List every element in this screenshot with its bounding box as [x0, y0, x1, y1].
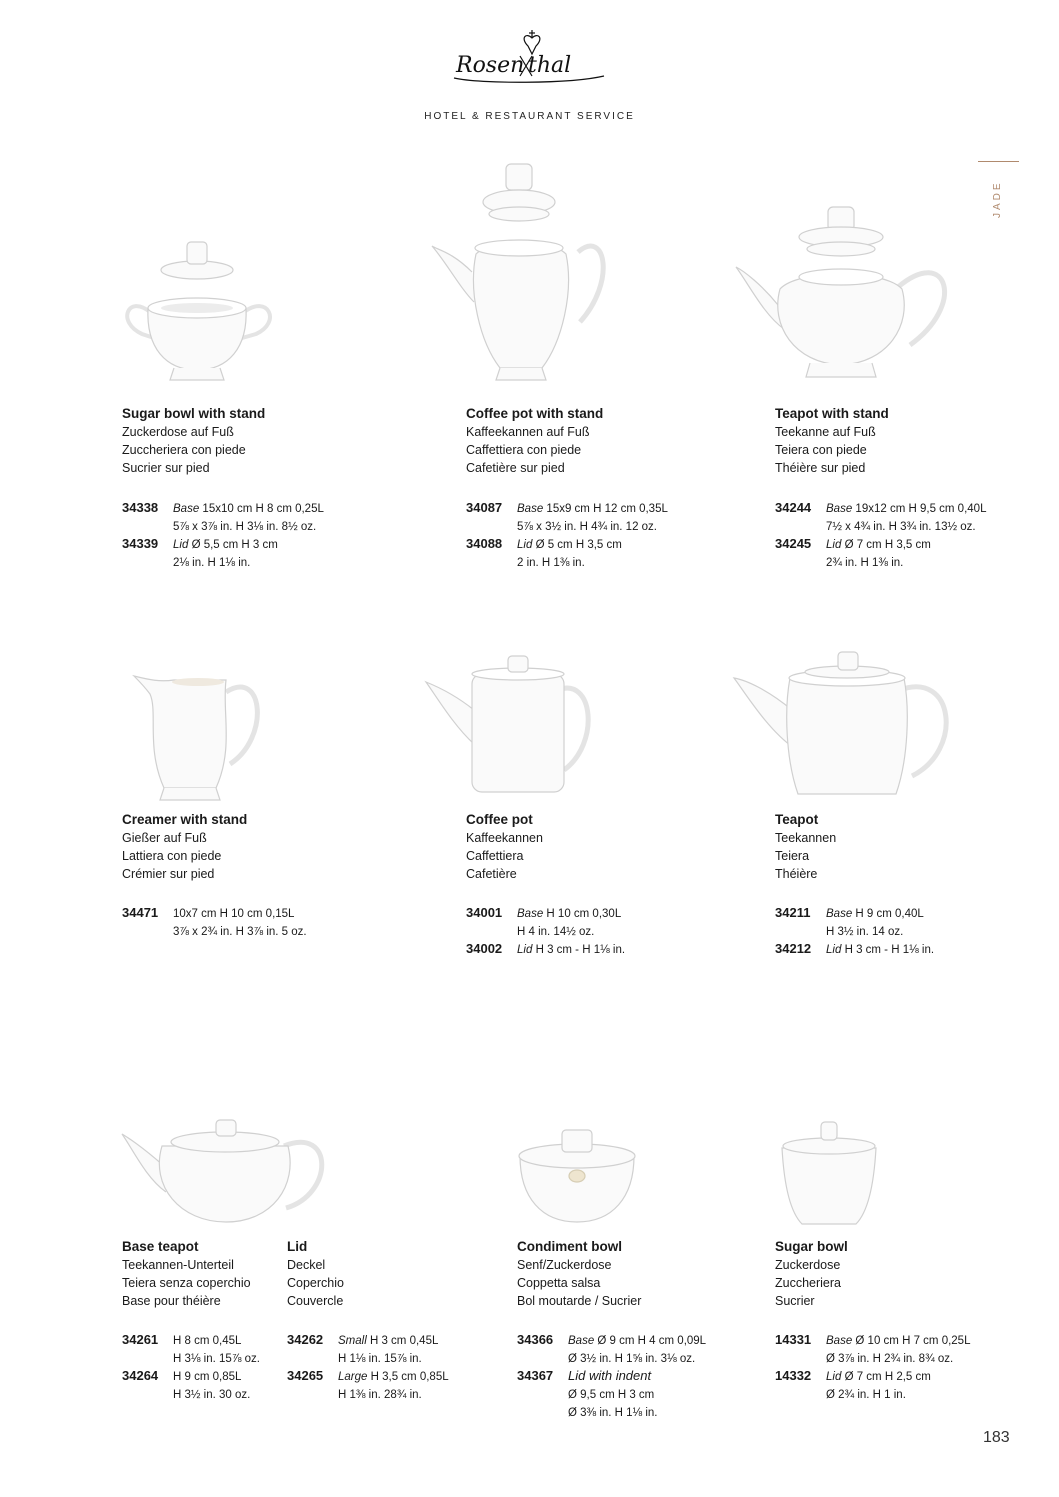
- product-title: Coffee pot: [466, 812, 533, 827]
- spec-imperial: H 1⅜ in. 28¾ in.: [338, 1389, 422, 1401]
- spec-imperial: H 4 in. 14½ oz.: [517, 926, 595, 938]
- spec-label: Lid: [173, 539, 189, 551]
- spec-34211: [775, 904, 924, 941]
- article-code: 14331: [775, 1332, 812, 1347]
- article-code: 34001: [466, 905, 503, 920]
- spec-label: Base: [826, 1335, 853, 1347]
- article-code: 34367: [517, 1368, 554, 1383]
- spec-metric: H 3 cm 0,45L: [369, 1335, 439, 1347]
- spec-34244: [775, 499, 986, 536]
- name-it: Coppetta salsa: [517, 1276, 601, 1290]
- article-code: 34088: [466, 536, 503, 551]
- spec-metric: H 9 cm 0,40L: [855, 908, 924, 920]
- name-de: Senf/Zuckerdose: [517, 1258, 612, 1272]
- name-fr: Sucrier: [775, 1294, 815, 1308]
- creamer-with-stand-image: [130, 668, 266, 804]
- name-de: Teekannen: [775, 831, 837, 845]
- sugar-bowl-with-stand-image: [118, 238, 284, 386]
- product-title: Teapot with stand: [775, 406, 889, 421]
- name-fr: Couvercle: [287, 1294, 344, 1308]
- spec-34338: [122, 499, 324, 536]
- article-code: 34366: [517, 1332, 554, 1347]
- spec-34212: [775, 940, 934, 959]
- spec-metric: H 3 cm - H 1⅛ in.: [535, 944, 626, 956]
- spec-metric: H 10 cm 0,30L: [546, 908, 622, 920]
- spec-label: Lid with indent: [568, 1368, 652, 1383]
- spec-34088: [466, 535, 622, 572]
- spec-metric: H 3,5 cm 0,85L: [370, 1371, 449, 1383]
- product-title: Condiment bowl: [517, 1239, 622, 1254]
- spec-label: Base: [568, 1335, 595, 1347]
- spec-imperial: 2 in. H 1⅜ in.: [517, 557, 585, 569]
- article-code: 34211: [775, 905, 811, 920]
- article-code: 14332: [775, 1368, 812, 1383]
- article-code: 34002: [466, 941, 503, 956]
- product-base-teapot: [122, 1238, 251, 1310]
- product-title: Base teapot: [122, 1239, 199, 1254]
- spec-metric: 19x12 cm H 9,5 cm 0,40L: [855, 503, 987, 515]
- name-it: Coperchio: [287, 1276, 344, 1290]
- spec-label: Lid: [826, 1371, 842, 1383]
- spec-14331: [775, 1331, 970, 1368]
- article-code: 34261: [122, 1332, 159, 1347]
- article-code: 34338: [122, 500, 159, 515]
- spec-34367: [517, 1367, 658, 1422]
- spec-metric: Ø 7 cm H 2,5 cm: [844, 1371, 931, 1383]
- name-fr: Cafetière sur pied: [466, 461, 565, 475]
- spec-label: Lid: [517, 944, 533, 956]
- spec-imperial: 3⅞ x 2¾ in. H 3⅞ in. 5 oz.: [173, 926, 307, 938]
- sugar-bowl-image: [776, 1120, 884, 1226]
- spec-34002: [466, 940, 625, 959]
- product-title: Sugar bowl with stand: [122, 406, 266, 421]
- name-de: Zuckerdose: [775, 1258, 841, 1272]
- product-title: Creamer with stand: [122, 812, 248, 827]
- spec-metric: Ø 5,5 cm H 3 cm: [191, 539, 278, 551]
- name-fr: Cafetière: [466, 867, 517, 881]
- name-it: Teiera senza coperchio: [122, 1276, 251, 1290]
- spec-imperial: Ø 3⅞ in. H 2¾ in. 8¾ oz.: [826, 1353, 954, 1365]
- spec-imperial: Ø 2¾ in. H 1 in.: [826, 1389, 906, 1401]
- article-code: 34262: [287, 1332, 324, 1347]
- article-code: 34087: [466, 500, 503, 515]
- name-de: Kaffeekannen: [466, 831, 543, 845]
- spec-imperial: 2⅛ in. H 1⅛ in.: [173, 557, 251, 569]
- spec-label: Small: [338, 1335, 367, 1347]
- svg-text:thal: thal: [528, 53, 572, 78]
- product-coffee-pot: [466, 811, 543, 883]
- spec-14332: [775, 1367, 931, 1404]
- product-sugar-bowl: [775, 1238, 848, 1310]
- spec-imperial: 7½ x 4¾ in. H 3¾ in. 13½ oz.: [826, 521, 976, 533]
- spec-label: Large: [338, 1371, 368, 1383]
- spec-metric: Ø 10 cm H 7 cm 0,25L: [855, 1335, 971, 1347]
- spec-metric: Ø 7 cm H 3,5 cm: [844, 539, 931, 551]
- spec-34471: [122, 904, 307, 941]
- product-teapot-with-stand: [775, 405, 889, 477]
- product-teapot: [775, 811, 836, 883]
- product-condiment-bowl: [517, 1238, 641, 1310]
- spec-label: Base: [826, 503, 853, 515]
- spec-34265: [287, 1367, 449, 1404]
- product-creamer-with-stand: [122, 811, 247, 883]
- spec-metric: H 3 cm - H 1⅛ in.: [844, 944, 935, 956]
- spec-metric: H 8 cm 0,45L: [173, 1335, 242, 1347]
- name-de: Zuckerdose auf Fuß: [122, 425, 234, 439]
- base-teapot-image: [120, 1116, 330, 1226]
- product-title: Teapot: [775, 812, 819, 827]
- article-code: 34212: [775, 941, 812, 956]
- spec-metric: H 9 cm 0,85L: [173, 1371, 242, 1383]
- spec-imperial: H 1⅛ in. 15⅞ in.: [338, 1353, 422, 1365]
- article-code: 34265: [287, 1368, 324, 1383]
- name-de: Deckel: [287, 1258, 326, 1272]
- name-fr: Théière sur pied: [775, 461, 866, 475]
- spec-imperial: H 3½ in. 14 oz.: [826, 926, 904, 938]
- name-it: Zuccheriera: [775, 1276, 841, 1290]
- product-title: Sugar bowl: [775, 1239, 848, 1254]
- product-title: Lid: [287, 1239, 308, 1254]
- name-it: Lattiera con piede: [122, 849, 222, 863]
- name-de: Gießer auf Fuß: [122, 831, 207, 845]
- article-code: 34244: [775, 500, 812, 515]
- spec-34366: [517, 1331, 706, 1368]
- teapot-with-stand-image: [734, 205, 958, 385]
- teapot-image: [732, 650, 960, 798]
- name-it: Teiera con piede: [775, 443, 867, 457]
- condiment-bowl-image: [514, 1126, 640, 1226]
- name-de: Teekanne auf Fuß: [775, 425, 876, 439]
- article-code: 34339: [122, 536, 159, 551]
- brand-subtitle: HOTEL & RESTAURANT SERVICE: [424, 111, 635, 122]
- name-it: Teiera: [775, 849, 810, 863]
- spec-metric: Ø 5 cm H 3,5 cm: [535, 539, 622, 551]
- spec-metric: Ø 9 cm H 4 cm 0,09L: [597, 1335, 707, 1347]
- spec-label: Lid: [826, 944, 842, 956]
- spec-imperial: 5⅞ x 3½ in. H 4¾ in. 12 oz.: [517, 521, 657, 533]
- spec-34261: [122, 1331, 260, 1368]
- spec-label: Base: [517, 503, 544, 515]
- spec-imperial: Ø 3½ in. H 1⅝ in. 3⅛ oz.: [568, 1353, 696, 1365]
- name-fr: Sucrier sur pied: [122, 461, 210, 475]
- spec-imperial: H 3½ in. 30 oz.: [173, 1389, 251, 1401]
- name-fr: Théière: [775, 867, 818, 881]
- name-de: Teekannen-Unterteil: [122, 1258, 234, 1272]
- page-number: 183: [983, 1429, 1010, 1446]
- spec-34001: [466, 904, 621, 941]
- spec-34339: [122, 535, 278, 572]
- spec-34264: [122, 1367, 250, 1404]
- name-de: Kaffeekannen auf Fuß: [466, 425, 590, 439]
- coffee-pot-image: [424, 654, 610, 798]
- collection-side-tab: JADE: [992, 180, 1003, 218]
- product-coffee-pot-with-stand: [466, 405, 603, 477]
- rosenthal-logo: [440, 28, 620, 92]
- spec-label: Base: [173, 503, 200, 515]
- spec-imperial: 5⅞ x 3⅞ in. H 3⅛ in. 8½ oz.: [173, 521, 317, 533]
- spec-34245: [775, 535, 931, 572]
- spec-34262: [287, 1331, 438, 1368]
- name-it: Caffettiera con piede: [466, 443, 582, 457]
- spec-label: Base: [517, 908, 544, 920]
- name-it: Caffettiera: [466, 849, 524, 863]
- svg-text:Rosen: Rosen: [456, 53, 525, 78]
- product-sugar-bowl-with-stand: [122, 405, 265, 477]
- spec-metric: 15x10 cm H 8 cm 0,25L: [202, 503, 324, 515]
- side-tab-rule: [978, 161, 1019, 162]
- name-it: Zuccheriera con piede: [122, 443, 246, 457]
- name-fr: Crémier sur pied: [122, 867, 215, 881]
- article-code: 34245: [775, 536, 812, 551]
- name-fr: Bol moutarde / Sucrier: [517, 1294, 642, 1308]
- spec-label: Lid: [517, 539, 533, 551]
- spec-label: Base: [826, 908, 853, 920]
- spec-label: Lid: [826, 539, 842, 551]
- spec-metric: Ø 9,5 cm H 3 cm: [568, 1389, 655, 1401]
- spec-imperial: H 3⅛ in. 15⅞ oz.: [173, 1353, 260, 1365]
- article-code: 34471: [122, 905, 159, 920]
- spec-imperial: Ø 3⅜ in. H 1⅛ in.: [568, 1407, 658, 1419]
- product-title: Coffee pot with stand: [466, 406, 604, 421]
- product-lid: [287, 1238, 344, 1310]
- spec-metric: 15x9 cm H 12 cm 0,35L: [546, 503, 668, 515]
- coffee-pot-with-stand-image: [430, 162, 610, 384]
- article-code: 34264: [122, 1368, 159, 1383]
- spec-34087: [466, 499, 668, 536]
- spec-imperial: 2¾ in. H 1⅜ in.: [826, 557, 904, 569]
- spec-metric: 10x7 cm H 10 cm 0,15L: [173, 908, 295, 920]
- name-fr: Base pour théière: [122, 1294, 221, 1308]
